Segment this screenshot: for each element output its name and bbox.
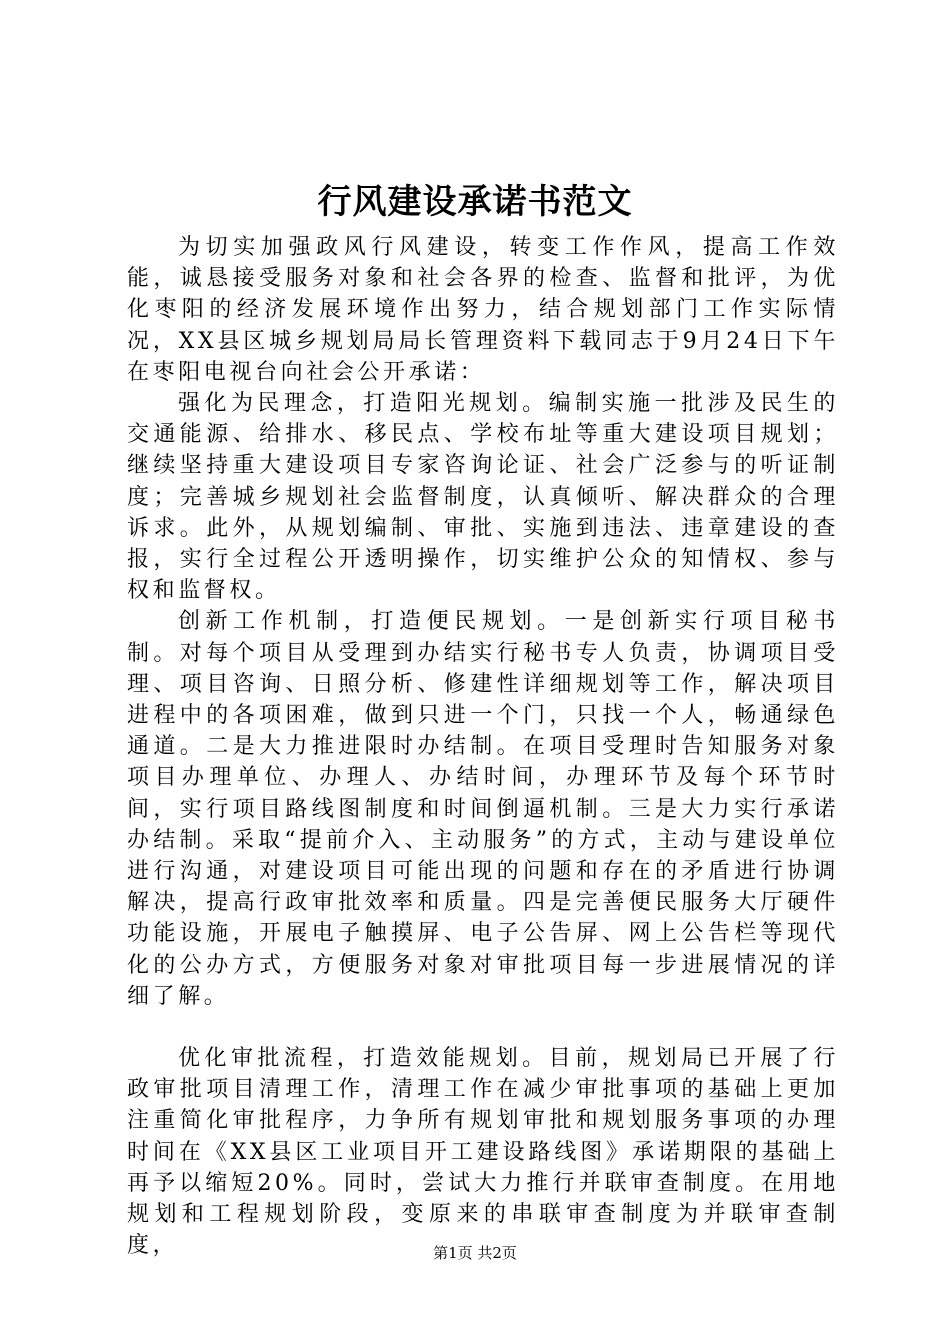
document-title: 行风建设承诺书范文 [317,182,633,222]
paragraph-3: 创新工作机制，打造便民规划。一是创新实行项目秘书制。对每个项目从受理到办结实行秘书专人负责，协调项目受理、项目咨询、日照分析、修建性详细规划等工作，解决项目进程中的各项困难，做到只进一个门，只找一个人，畅通绿色通道。二是大力推进限时办结制。在项目受理时告知服务对象项目办理单位、办理人、办结时间，办理环节及每个环节时间，实行项目路线图制度和时间倒逼机制。三是大力实行承诺办结制。采取“提前介入、主动服务”的方式，主动与建设单位进行沟通，对建设项目可能出现的问题和存在的矛盾进行协调解决，提高行政审批效率和质量。四是完善便民服务大厅硬件功能设施，开展电子触摸屏、电子公告屏、网上公告栏等现代化的公办方式，方便服务对象对审批项目每一步进展情况的详细了解。 [127,609,839,1009]
paragraph-2: 强化为民理念，打造阳光规划。编制实施一批涉及民生的交通能源、给排水、移民点、学校布址等重大建设项目规划；继续坚持重大建设项目专家咨询论证、社会广泛参与的听证制度；完善城乡规划社会监督制度，认真倾听、解决群众的合理诉求。此外，从规划编制、审批、实施到违法、违章建设的查报，实行全过程公开透明操作，切实维护公众的知情权、参与权和监督权。 [127,391,839,604]
document-body [127,232,839,1262]
paragraph-4: 优化审批流程，打造效能规划。目前，规划局已开展了行政审批项目清理工作，清理工作在减少审批事项的基础上更加注重简化审批程序，力争所有规划审批和规划服务事项的办理时间在《XX县区工业项目开工建设路线图》承诺期限的基础上再予以缩短20%。同时，尝试大力推行并联审查制度。在用地规划和工程规划阶段，变原来的串联审查制度为并联审查制度， [127,1046,839,1259]
paragraph-1: 为切实加强政风行风建设，转变工作作风，提高工作效能，诚恳接受服务对象和社会各界的检查、监督和批评，为优化枣阳的经济发展环境作出努力，结合规划部门工作实际情况，XX县区城乡规划局局长管理资料下载同志于9月24日下午在枣阳电视台向社会公开承诺： [127,235,839,385]
page-footer: 第1页 共2页 [433,1244,517,1262]
